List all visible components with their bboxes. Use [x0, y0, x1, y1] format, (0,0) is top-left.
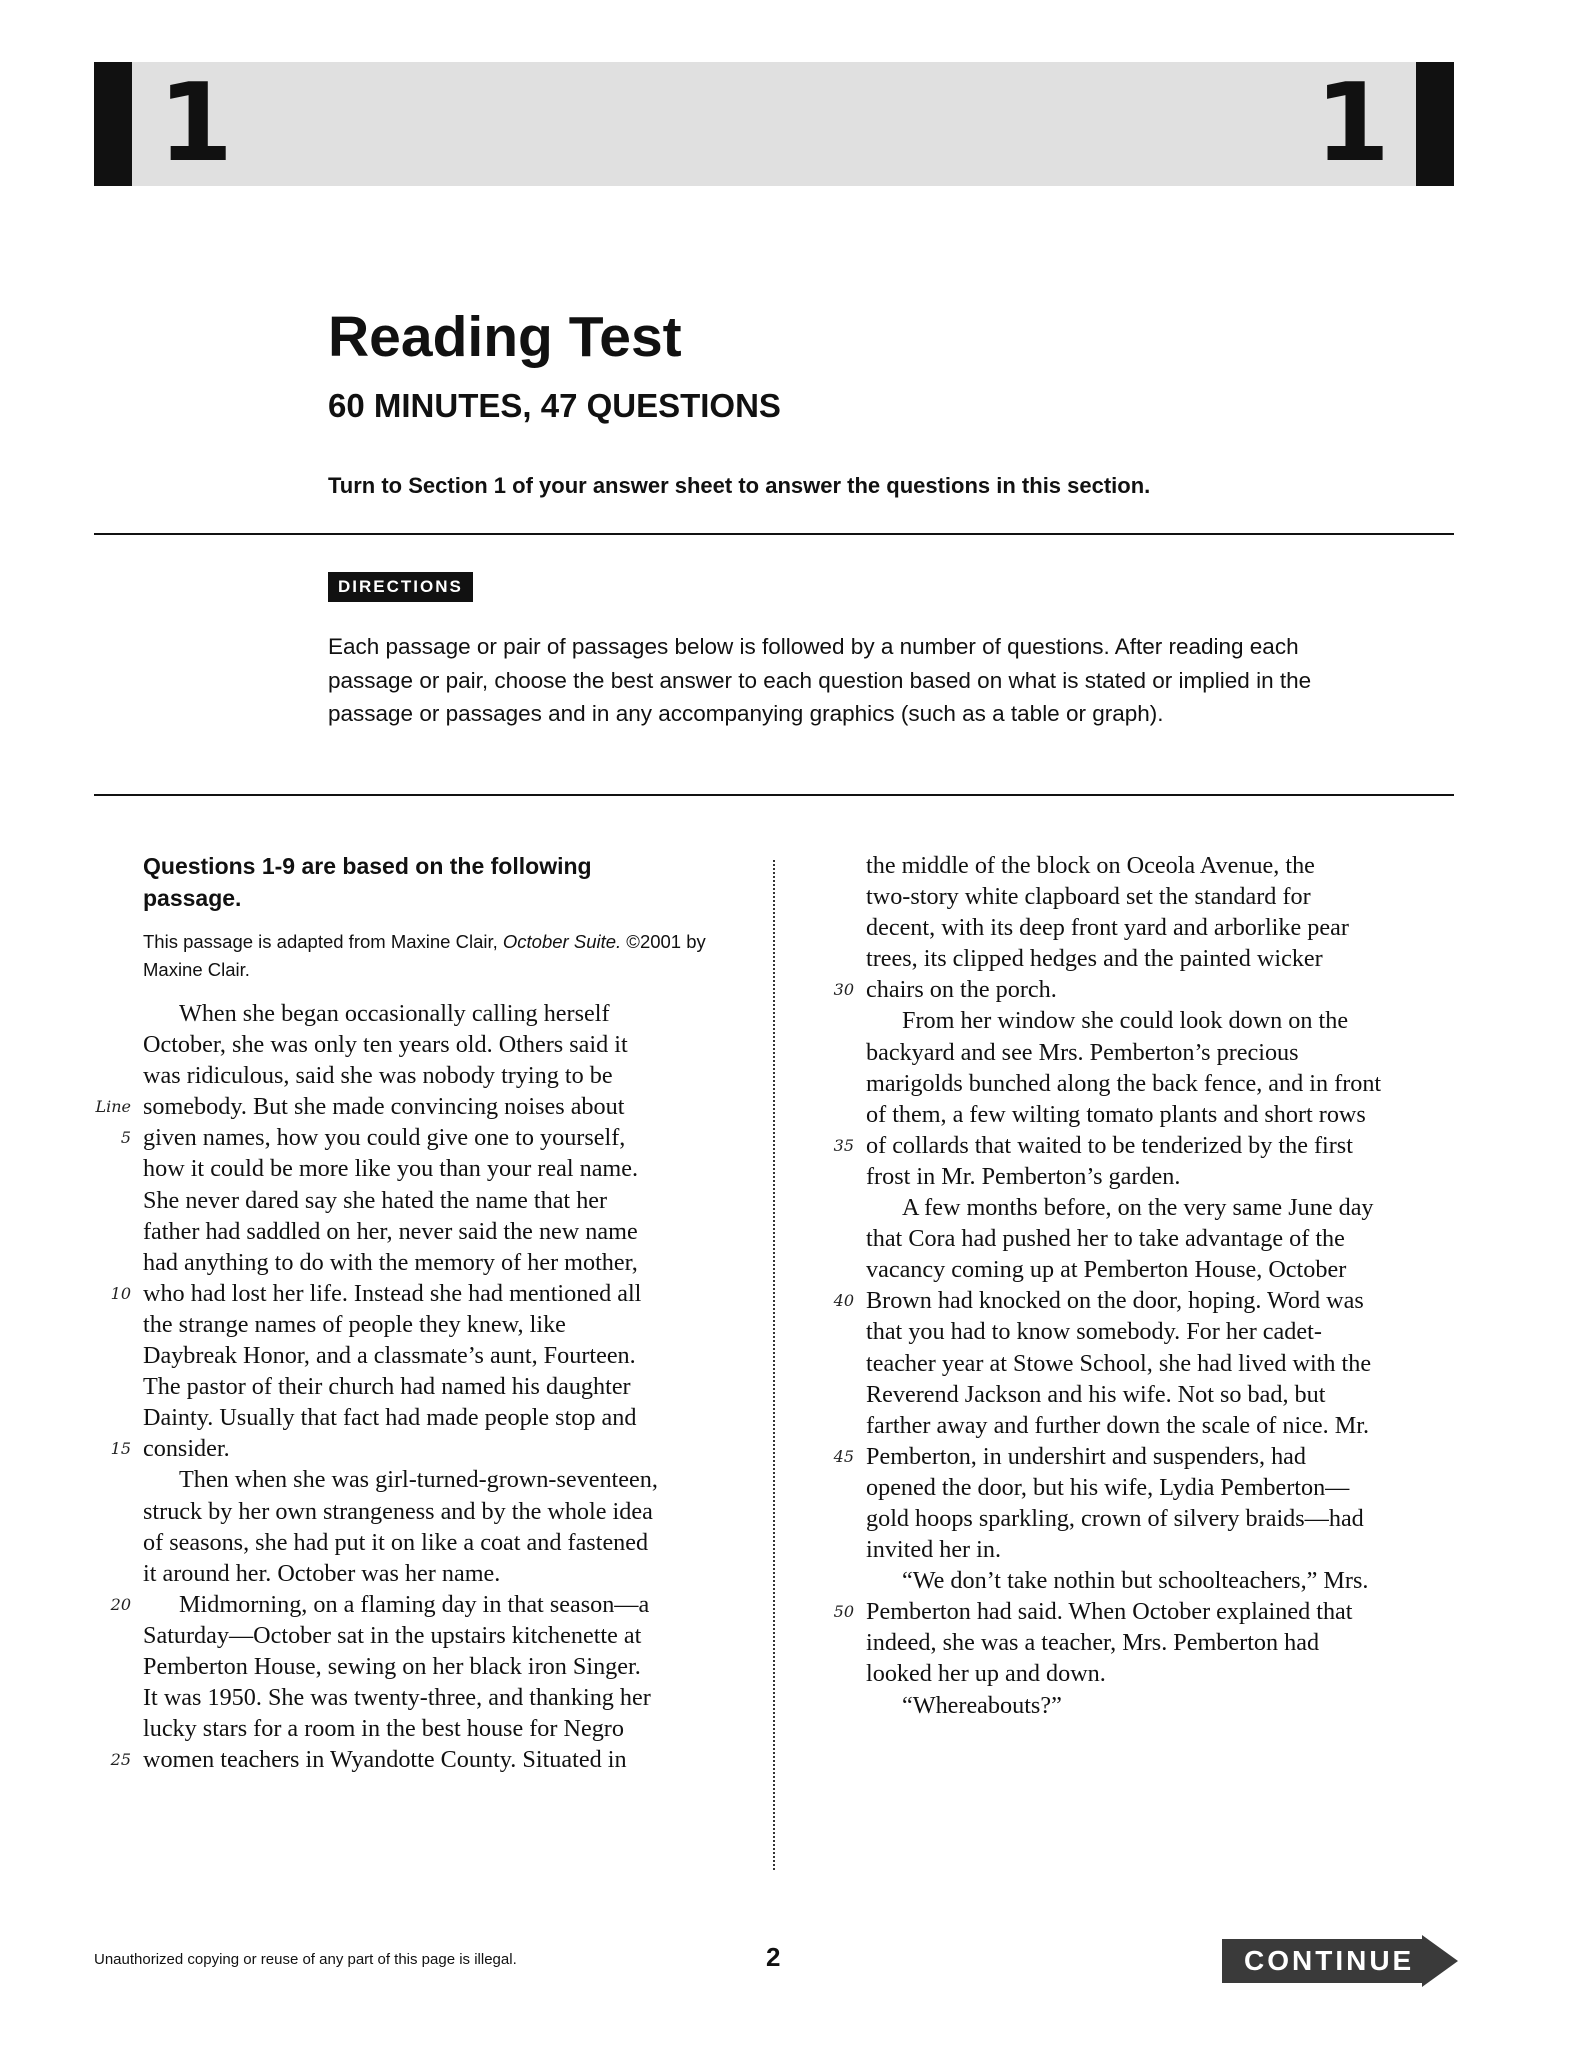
passage-line — [833, 1285, 1456, 1316]
passage-line — [110, 1433, 733, 1464]
passage-line-text: indeed, she was a teacher, Mrs. Pemberton had — [866, 1629, 1320, 1657]
line-number: 25 — [110, 1750, 131, 1770]
passage-line — [866, 1658, 1456, 1689]
passage-column-right — [833, 850, 1456, 1721]
passage-line-text: father had saddled on her, never said the new name — [143, 1217, 638, 1245]
passage-text-left — [95, 998, 733, 1775]
passage-line-text: invited her in. — [866, 1536, 1002, 1564]
passage-source — [143, 928, 723, 984]
passage-line — [866, 912, 1456, 943]
source-prefix: This passage is adapted from Maxine Clair, — [143, 931, 503, 952]
passage-line-text: Midmorning, on a flaming day in that season—a — [179, 1590, 650, 1618]
passage-line-text: that you had to know somebody. For her cadet- — [866, 1318, 1322, 1346]
line-number: 35 — [833, 1135, 854, 1155]
passage-line — [833, 1596, 1456, 1627]
page-title: Reading Test — [328, 305, 682, 369]
passage-line — [120, 1122, 733, 1153]
passage-line-text: women teachers in Wyandotte County. Situated in — [143, 1746, 627, 1774]
passage-line-text: The pastor of their church had named his daughter — [143, 1373, 631, 1401]
answer-sheet-instruction: Turn to Section 1 of your answer sheet to answer the questions in this section. — [328, 473, 1151, 498]
passage-line-text: decent, with its deep front yard and arborlike pear — [866, 914, 1349, 942]
continue-label: CONTINUE — [1244, 1945, 1415, 1976]
passage-line — [143, 1402, 733, 1433]
passage-line-text: that Cora had pushed her to take advantage of the — [866, 1225, 1345, 1253]
passage-line — [866, 1254, 1456, 1285]
passage-line — [110, 1744, 733, 1775]
passage-line — [866, 1503, 1456, 1534]
passage-line — [95, 1091, 733, 1122]
passage-line — [143, 1651, 733, 1682]
passage-line-text: teacher year at Stowe School, she had lived with the — [866, 1349, 1372, 1377]
passage-line — [143, 1620, 733, 1651]
passage-line-text: Saturday—October sat in the upstairs kitchenette at — [143, 1621, 642, 1649]
passage-line — [866, 1068, 1456, 1099]
passage-line-text: who had lost her life. Instead she had mentioned all — [143, 1279, 642, 1307]
passage-line-text: “We don’t take nothin but schoolteachers,” Mrs. — [902, 1567, 1369, 1595]
passage-line-text: two-story white clapboard set the standard for — [866, 883, 1311, 911]
passage-line — [833, 1441, 1456, 1472]
source-title: October Suite. — [502, 931, 622, 952]
passage-line — [866, 1348, 1456, 1379]
passage-line-text: it around her. October was her name. — [143, 1559, 501, 1587]
passage-line-text: of seasons, she had put it on like a coat and fastened — [143, 1528, 649, 1556]
passage-line-text: Pemberton had said. When October explained that — [866, 1598, 1353, 1626]
passage-line — [143, 1558, 733, 1589]
passage-line — [866, 1472, 1456, 1503]
passage-line — [143, 1713, 733, 1744]
section-number-left: 1 — [158, 61, 234, 186]
passage-line — [143, 1153, 733, 1184]
passage-line — [866, 1223, 1456, 1254]
passage-line-text: She never dared say she hated the name that her — [143, 1186, 608, 1214]
passage-line — [143, 1340, 733, 1371]
passage-line-text: looked her up and down. — [866, 1660, 1106, 1688]
passage-line — [143, 1060, 733, 1091]
line-number: 40 — [833, 1291, 854, 1311]
passage-line — [866, 1316, 1456, 1347]
passage-line — [866, 943, 1456, 974]
section-header-banner — [94, 62, 1454, 186]
passage-line — [143, 1464, 733, 1495]
passage-line-text: was ridiculous, said she was nobody trying to be — [143, 1062, 613, 1090]
column-divider — [773, 860, 775, 1870]
directions-text: Each passage or pair of passages below is followed by a number of questions. After reading each passage or pair, choose the best answer to each question based on what is stated or implied in the passage or passages and in any accompanying graphics (such as a table or graph). — [328, 634, 1312, 726]
passage-line — [866, 1037, 1456, 1068]
passage-line — [143, 1247, 733, 1278]
passage-line-text: of collards that waited to be tenderized by the first — [866, 1131, 1353, 1159]
passage-line — [866, 1192, 1456, 1223]
passage-line — [143, 1682, 733, 1713]
questions-heading: Questions 1-9 are based on the following passage. — [143, 853, 592, 911]
passage-line — [866, 1099, 1456, 1130]
passage-line — [866, 881, 1456, 912]
passage-line-text: A few months before, on the very same June day — [902, 1194, 1374, 1222]
passage-line — [143, 1371, 733, 1402]
passage-line-text: marigolds bunched along the back fence, and in front — [866, 1069, 1382, 1097]
passage-line — [143, 1309, 733, 1340]
passage-line — [833, 974, 1456, 1005]
passage-line — [143, 1185, 733, 1216]
passage-line — [143, 1527, 733, 1558]
passage-line-text: struck by her own strangeness and by the whole idea — [143, 1497, 653, 1525]
passage-line-text: the strange names of people they knew, like — [143, 1310, 566, 1338]
passage-line-text: Dainty. Usually that fact had made people stop and — [143, 1404, 637, 1432]
passage-line — [866, 850, 1456, 881]
passage-line — [143, 998, 733, 1029]
passage-line-text: opened the door, but his wife, Lydia Pemberton— — [866, 1473, 1350, 1501]
passage-line — [866, 1379, 1456, 1410]
directions-label: DIRECTIONS — [328, 572, 473, 602]
passage-line-text: somebody. But she made convincing noises about — [143, 1093, 625, 1121]
copyright-notice: Unauthorized copying or reuse of any part of this page is illegal. — [94, 1951, 517, 1968]
divider-rule-bottom — [94, 794, 1454, 796]
passage-line-text: lucky stars for a room in the best house for Negro — [143, 1715, 624, 1743]
passage-line-text: farther away and further down the scale of nice. Mr. — [866, 1411, 1370, 1439]
passage-line — [866, 1627, 1456, 1658]
line-number: 30 — [833, 980, 854, 1000]
line-number: Line — [95, 1097, 131, 1117]
passage-line — [866, 1690, 1456, 1721]
section-number-right: 1 — [1314, 61, 1390, 186]
source-suffix: ©2001 by Maxine Clair. — [143, 931, 706, 980]
passage-line — [866, 1005, 1456, 1036]
passage-line-text: “Whereabouts?” — [902, 1691, 1062, 1719]
line-number: 45 — [833, 1446, 854, 1466]
passage-line-text: When she began occasionally calling herself — [179, 1000, 610, 1027]
continue-arrow — [1222, 1935, 1458, 1987]
passage-line-text: Brown had knocked on the door, hoping. Word was — [866, 1287, 1364, 1315]
passage-line — [110, 1589, 733, 1620]
test-duration: 60 MINUTES, 47 QUESTIONS — [328, 387, 781, 424]
passage-line — [143, 1216, 733, 1247]
line-number: 20 — [110, 1594, 131, 1614]
line-number: 50 — [833, 1602, 854, 1622]
passage-line-text: consider. — [143, 1435, 230, 1463]
passage-line-text: Daybreak Honor, and a classmate’s aunt, Fourteen. — [143, 1342, 636, 1370]
passage-line-text: trees, its clipped hedges and the painted wicker — [866, 945, 1323, 973]
section-bar-left — [94, 62, 132, 186]
passage-line-text: Then when she was girl-turned-grown-seventeen, — [179, 1466, 658, 1494]
line-number: 5 — [120, 1128, 131, 1148]
passage-line — [866, 1410, 1456, 1441]
section-bar-right — [1416, 62, 1454, 186]
passage-line — [143, 1029, 733, 1060]
passage-line-text: had anything to do with the memory of her mother, — [143, 1248, 638, 1276]
page-number: 2 — [766, 1942, 781, 1972]
passage-line — [833, 1130, 1456, 1161]
passage-line-text: chairs on the porch. — [866, 976, 1057, 1004]
passage-line-text: From her window she could look down on the — [902, 1007, 1349, 1035]
passage-line-text: how it could be more like you than your real name. — [143, 1155, 639, 1183]
line-number: 15 — [110, 1439, 131, 1459]
passage-line-text: Pemberton House, sewing on her black iron Singer. — [143, 1652, 641, 1680]
passage-line — [866, 1161, 1456, 1192]
passage-line-text: frost in Mr. Pemberton’s garden. — [866, 1162, 1181, 1190]
passage-line-text: October, she was only ten years old. Others said it — [143, 1031, 628, 1059]
passage-line — [110, 1278, 733, 1309]
passage-line — [866, 1565, 1456, 1596]
passage-line-text: It was 1950. She was twenty-three, and thanking her — [143, 1684, 651, 1712]
passage-line-text: the middle of the block on Oceola Avenue, the — [866, 852, 1315, 879]
passage-line-text: of them, a few wilting tomato plants and short rows — [866, 1100, 1366, 1128]
passage-line-text: Pemberton, in undershirt and suspenders, had — [866, 1442, 1306, 1470]
passage-line-text: given names, how you could give one to yourself, — [143, 1124, 626, 1152]
passage-line-text: backyard and see Mrs. Pemberton’s precious — [866, 1038, 1299, 1066]
passage-line — [143, 1496, 733, 1527]
passage-line — [866, 1534, 1456, 1565]
passage-text-right — [833, 850, 1456, 1721]
divider-rule-top — [94, 533, 1454, 535]
passage-line-text: vacancy coming up at Pemberton House, October — [866, 1256, 1347, 1284]
passage-line-text: gold hoops sparkling, crown of silvery braids—had — [866, 1504, 1364, 1532]
line-number: 10 — [110, 1283, 131, 1303]
passage-line-text: Reverend Jackson and his wife. Not so bad, but — [866, 1380, 1326, 1408]
passage-column-left — [95, 850, 733, 1775]
